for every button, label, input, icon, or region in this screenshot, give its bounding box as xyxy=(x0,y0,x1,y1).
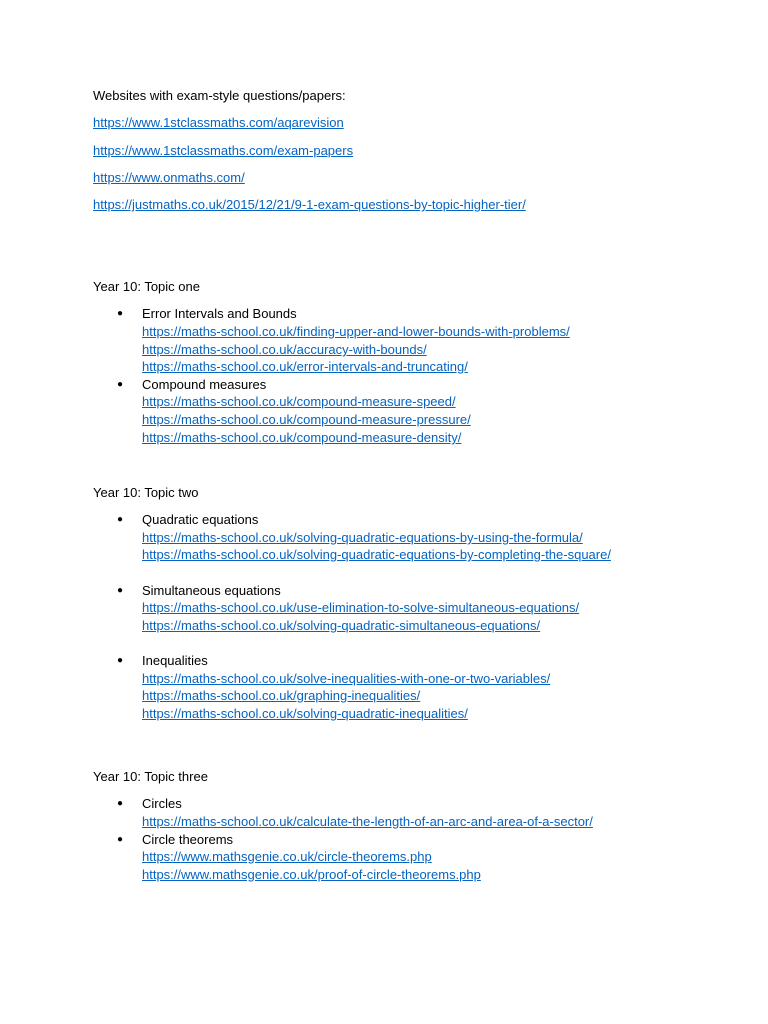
section-heading-topic-one: Year 10: Topic one xyxy=(93,279,200,294)
item-title-circles: Circles xyxy=(142,796,182,811)
item-title-quadratic-equations: Quadratic equations xyxy=(142,512,259,527)
bullet-icon: ● xyxy=(117,834,124,845)
link-compound-pressure[interactable]: https://maths-school.co.uk/compound-measure-pressure/ xyxy=(142,412,471,427)
link-graphing-inequalities[interactable]: https://maths-school.co.uk/graphing-inequalities/ xyxy=(142,688,421,703)
item-title-error-intervals: Error Intervals and Bounds xyxy=(142,306,297,321)
link-arc-sector[interactable]: https://maths-school.co.uk/calculate-the-length-of-an-arc-and-area-of-a-sector/ xyxy=(142,814,593,829)
bullet-icon: ● xyxy=(117,655,124,666)
link-simultaneous-elimination[interactable]: https://maths-school.co.uk/use-elimination-to-solve-simultaneous-equations/ xyxy=(142,600,580,615)
link-quadratic-formula[interactable]: https://maths-school.co.uk/solving-quadratic-equations-by-using-the-formula/ xyxy=(142,530,583,545)
intro-link-3[interactable]: https://www.onmaths.com/ xyxy=(93,170,245,185)
section-heading-topic-three: Year 10: Topic three xyxy=(93,769,208,784)
section-heading-topic-two: Year 10: Topic two xyxy=(93,485,199,500)
item-title-compound-measures: Compound measures xyxy=(142,377,267,392)
item-title-inequalities: Inequalities xyxy=(142,653,208,668)
link-upper-lower-bounds[interactable]: https://maths-school.co.uk/finding-upper-and-lower-bounds-with-problems/ xyxy=(142,324,570,339)
link-error-intervals[interactable]: https://maths-school.co.uk/error-intervals-and-truncating/ xyxy=(142,359,468,374)
link-proof-circle-theorems[interactable]: https://www.mathsgenie.co.uk/proof-of-circle-theorems.php xyxy=(142,867,481,882)
link-compound-density[interactable]: https://maths-school.co.uk/compound-measure-density/ xyxy=(142,430,462,445)
intro-heading: Websites with exam-style questions/papers: xyxy=(93,88,346,103)
bullet-icon: ● xyxy=(117,798,124,809)
link-quadratic-simultaneous[interactable]: https://maths-school.co.uk/solving-quadratic-simultaneous-equations/ xyxy=(142,618,541,633)
bullet-icon: ● xyxy=(117,308,124,319)
intro-link-2[interactable]: https://www.1stclassmaths.com/exam-papers xyxy=(93,143,354,158)
bullet-icon: ● xyxy=(117,379,124,390)
bullet-icon: ● xyxy=(117,585,124,596)
link-quadratic-inequalities[interactable]: https://maths-school.co.uk/solving-quadratic-inequalities/ xyxy=(142,706,468,721)
bullet-icon: ● xyxy=(117,514,124,525)
item-title-circle-theorems: Circle theorems xyxy=(142,832,234,847)
link-circle-theorems[interactable]: https://www.mathsgenie.co.uk/circle-theorems.php xyxy=(142,849,432,864)
intro-link-4[interactable]: https://justmaths.co.uk/2015/12/21/9-1-exam-questions-by-topic-higher-tier/ xyxy=(93,197,526,212)
intro-link-1[interactable]: https://www.1stclassmaths.com/aqarevision xyxy=(93,115,344,130)
link-quadratic-completing-square[interactable]: https://maths-school.co.uk/solving-quadratic-equations-by-completing-the-square/ xyxy=(142,547,611,562)
link-inequalities-variables[interactable]: https://maths-school.co.uk/solve-inequalities-with-one-or-two-variables/ xyxy=(142,671,551,686)
link-compound-speed[interactable]: https://maths-school.co.uk/compound-measure-speed/ xyxy=(142,394,456,409)
link-accuracy-bounds[interactable]: https://maths-school.co.uk/accuracy-with-bounds/ xyxy=(142,342,427,357)
item-title-simultaneous-equations: Simultaneous equations xyxy=(142,583,281,598)
